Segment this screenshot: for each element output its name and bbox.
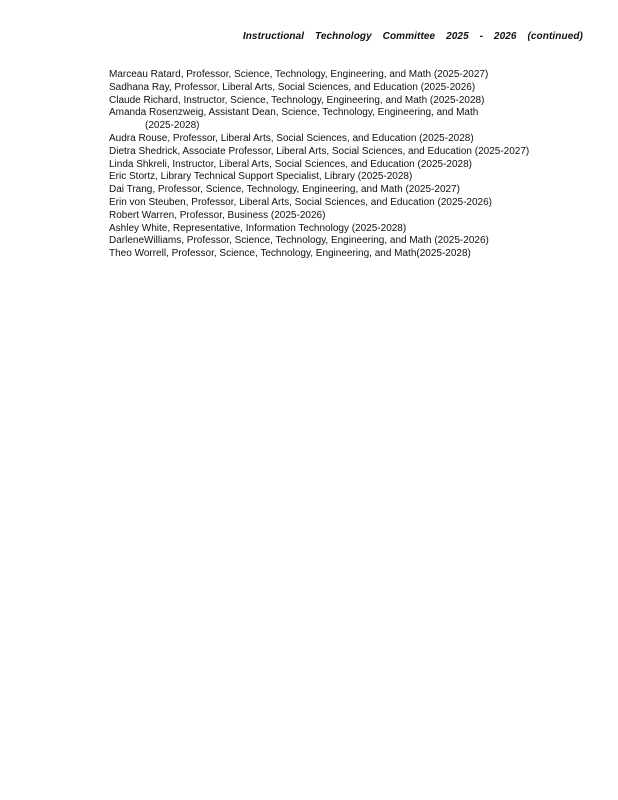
member-entry — [109, 197, 589, 210]
member-text-continued: (2025-2028) — [145, 120, 200, 132]
member-text: Robert Warren, Professor, Business (2025-2026) — [109, 209, 326, 221]
member-text: Audra Rouse, Professor, Liberal Arts, Social Sciences, and Education (2025-2028) — [109, 132, 474, 144]
member-text: Erin von Steuben, Professor, Liberal Arts, Social Sciences, and Education (2025-2026) — [109, 196, 493, 208]
member-entry — [109, 184, 589, 197]
member-text: Dai Trang, Professor, Science, Technology, Engineering, and Math (2025-2027) — [109, 184, 460, 196]
member-entry — [109, 248, 589, 261]
member-text: Amanda Rosenzweig, Assistant Dean, Science, Technology, Engineering, and Math — [109, 107, 479, 119]
member-entry — [109, 171, 589, 184]
member-entry — [109, 146, 589, 159]
member-entry — [109, 159, 589, 172]
member-entry — [109, 69, 589, 82]
member-entry — [109, 235, 589, 248]
committee-member-list — [109, 69, 589, 261]
member-text: Ashley White, Representative, Information Technology (2025-2028) — [109, 222, 407, 234]
member-text: Linda Shkreli, Instructor, Liberal Arts, Social Sciences, and Education (2025-2028) — [109, 158, 472, 170]
member-text: Dietra Shedrick, Associate Professor, Liberal Arts, Social Sciences, and Education (2025-2027) — [109, 145, 530, 157]
member-text: Claude Richard, Instructor, Science, Technology, Engineering, and Math (2025-2028) — [109, 94, 485, 106]
member-entry — [109, 107, 589, 133]
member-entry — [109, 210, 589, 223]
member-entry — [109, 95, 589, 108]
member-text: Sadhana Ray, Professor, Liberal Arts, Social Sciences, and Education (2025-2026) — [109, 81, 476, 93]
member-text: Eric Stortz, Library Technical Support Specialist, Library (2025-2028) — [109, 171, 413, 183]
member-entry — [109, 82, 589, 95]
member-text: Theo Worrell, Professor, Science, Technology, Engineering, and Math(2025-2028) — [109, 248, 471, 260]
page-header: Instructional Technology Committee 2025 - 2026 (continued) — [242, 31, 583, 42]
member-text: Marceau Ratard, Professor, Science, Technology, Engineering, and Math (2025-2027) — [109, 69, 489, 80]
member-entry — [109, 133, 589, 146]
member-entry — [109, 223, 589, 236]
member-text: DarleneWilliams, Professor, Science, Technology, Engineering, and Math (2025-2026) — [109, 235, 489, 247]
